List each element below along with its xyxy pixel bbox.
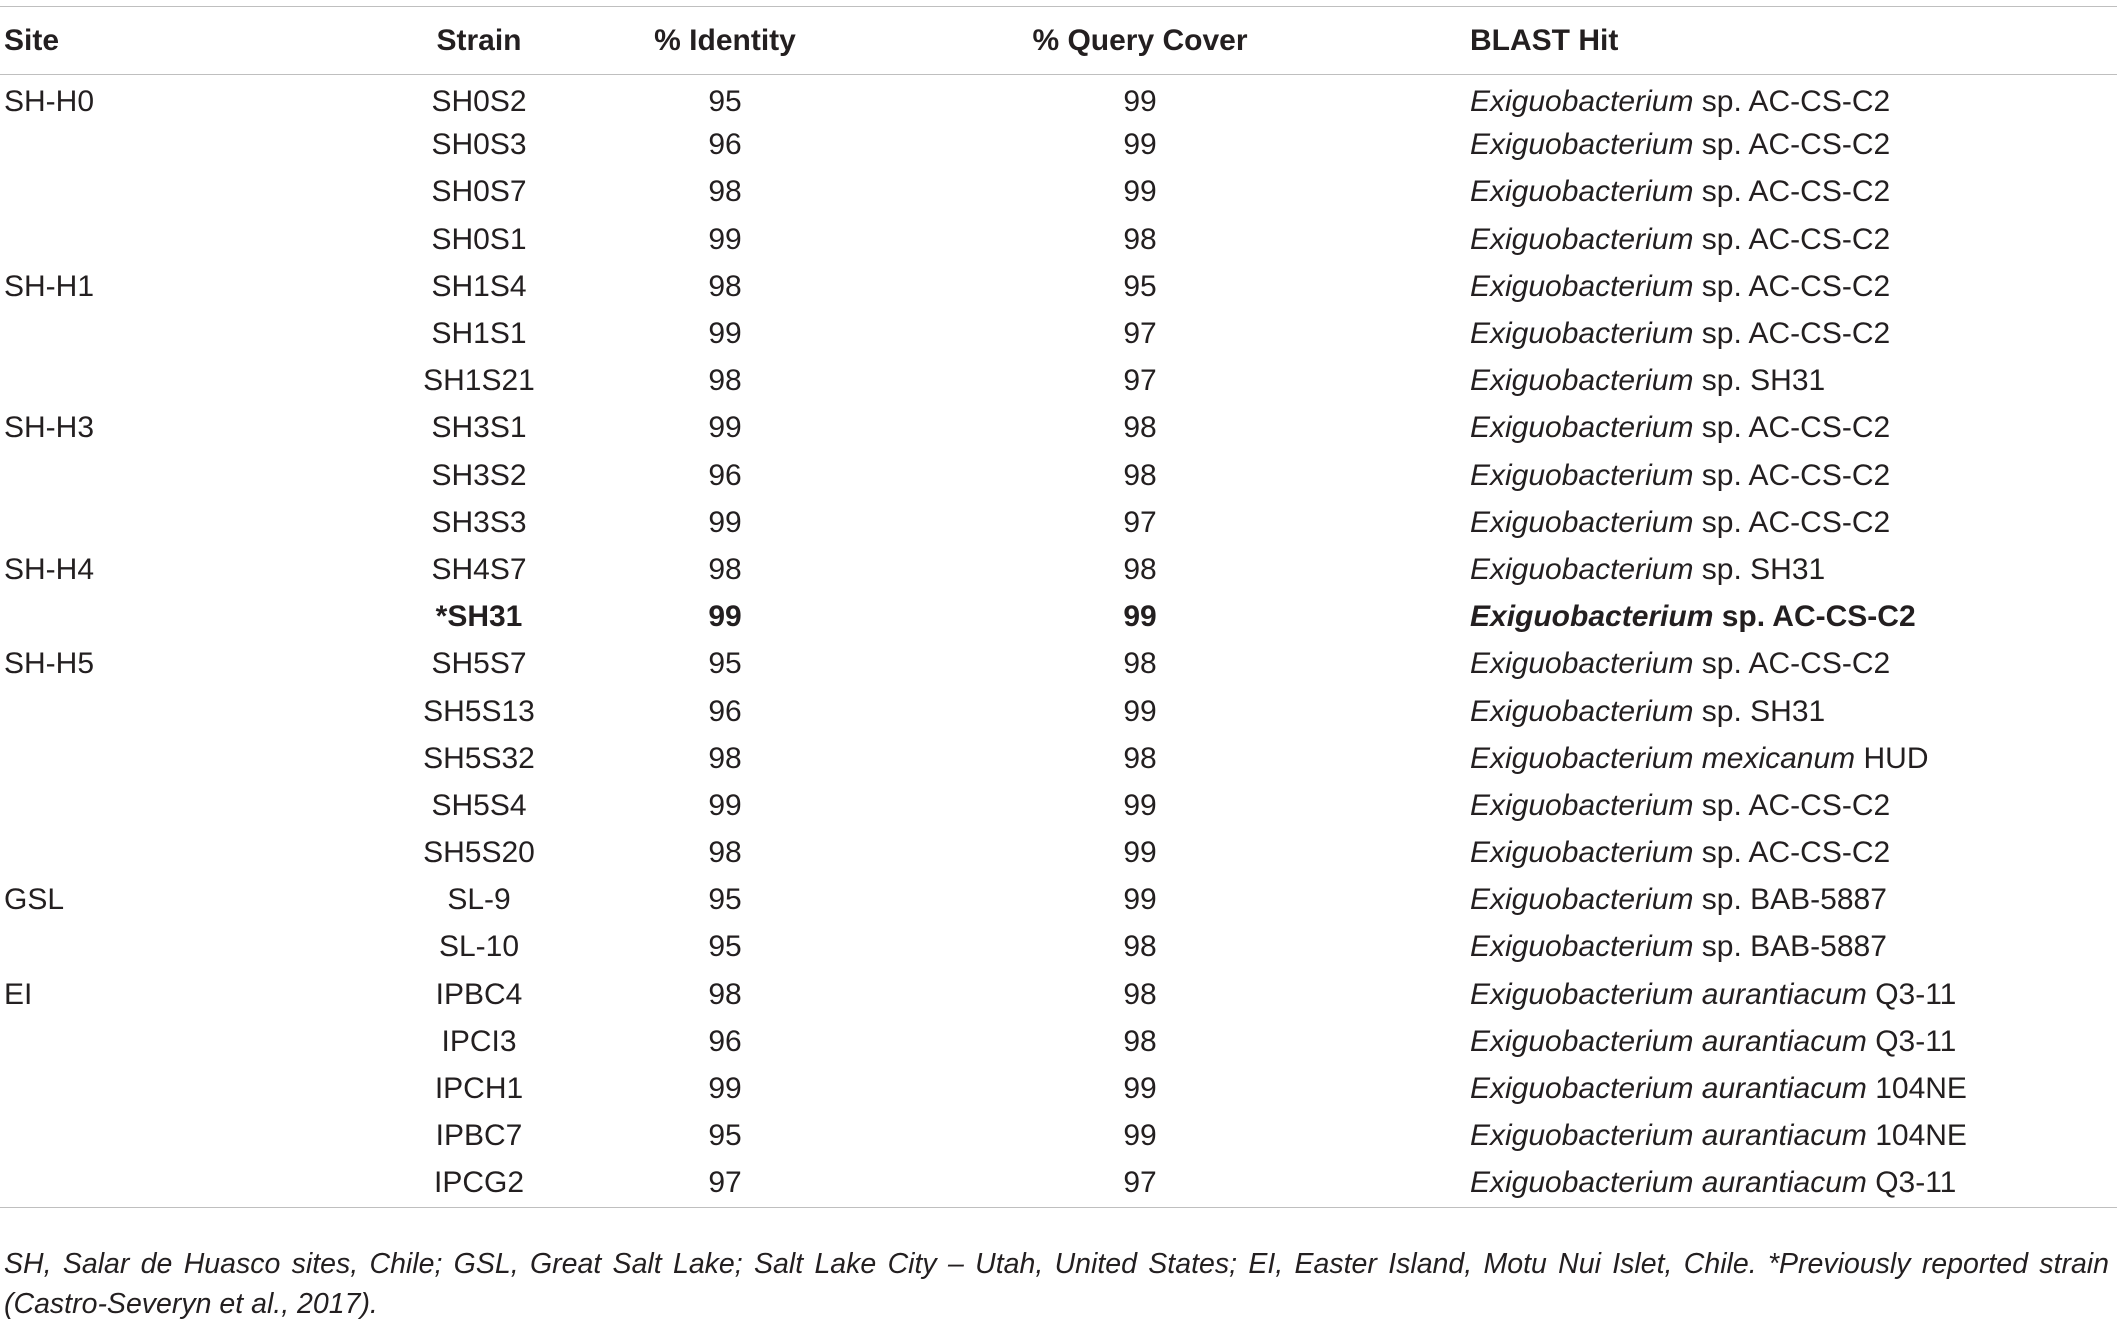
cell-blast-hit [1370,452,2117,499]
cell-strain: SH3S2 [431,458,527,492]
cell-strain: IPBC7 [435,1119,523,1153]
cell-identity: 98 [708,836,742,870]
cell-identity: 97 [540,1160,910,1207]
blast-hit-strain: sp. BAB-5887 [1693,930,1887,964]
cell-site: SH-H3 [4,411,95,445]
cell-site [0,358,300,405]
cell-query-cover: 99 [1123,85,1157,119]
table-footnote [4,1244,2109,1324]
cell-blast-hit [1370,1065,2117,1112]
table-row [0,452,2117,499]
table-row [0,216,2117,263]
cell-identity: 98 [708,364,742,398]
blast-hit-strain: sp. AC-CS-C2 [1693,505,1891,539]
cell-strain: *SH31 [435,600,523,634]
blast-hit-strain: sp. AC-CS-C2 [1693,788,1891,822]
cell-site [0,1160,300,1207]
cell-blast-hit [1370,971,2117,1018]
table-row [0,1160,2117,1207]
cell-query-cover: 99 [1123,1119,1157,1153]
cell-strain: IPCI3 [441,1024,517,1058]
cell-identity: 99 [708,222,742,256]
cell-site [0,688,300,735]
blast-results-table [0,6,2117,1208]
cell-query-cover: 95 [1123,269,1157,303]
cell-blast-hit [1370,499,2117,546]
cell-identity: 99 [708,600,742,634]
cell-site: SH-H1 [4,269,95,303]
cell-strain: SH0S3 [431,128,527,162]
cell-query-cover: 98 [1123,741,1157,775]
table-row [0,122,2117,169]
cell-strain: SH1S1 [431,317,527,351]
cell-query-cover: 97 [910,1160,1370,1207]
blast-hit-genus: Exiguobacterium [1470,175,1694,209]
cell-site [0,1018,300,1065]
cell-identity: 96 [708,694,742,728]
cell-query-cover: 99 [1123,128,1157,162]
cell-site [0,1113,300,1160]
header-site: Site [0,7,300,75]
cell-query-cover: 97 [1123,364,1157,398]
blast-results-table-container [0,6,2117,1208]
cell-strain: SH5S7 [431,647,527,681]
cell-identity: 98 [708,175,742,209]
cell-strain: SH1S4 [431,269,527,303]
cell-blast-hit [1370,1113,2117,1160]
table-row [0,546,2117,593]
cell-blast-hit [1370,1160,2117,1207]
cell-site [0,310,300,357]
header-query-cover: % Query Cover [910,7,1370,75]
cell-blast-hit [1370,75,2117,122]
blast-hit-genus: Exiguobacterium aurantiacum [1470,1024,1867,1058]
blast-hit-genus: Exiguobacterium [1470,883,1694,917]
cell-identity: 98 [708,741,742,775]
blast-hit-strain: sp. AC-CS-C2 [1693,411,1891,445]
cell-blast-hit [1370,594,2117,641]
cell-identity: 99 [708,788,742,822]
cell-blast-hit [1370,216,2117,263]
cell-site [0,1065,300,1112]
cell-blast-hit [1370,263,2117,310]
cell-site [0,735,300,782]
cell-blast-hit [1370,358,2117,405]
blast-hit-strain: sp. AC-CS-C2 [1693,317,1891,351]
table-row [0,1113,2117,1160]
blast-hit-strain: HUD [1855,741,1929,775]
cell-site [0,452,300,499]
cell-site: GSL [4,883,65,917]
cell-site [0,782,300,829]
blast-hit-strain: sp. BAB-5887 [1693,883,1887,917]
cell-site [0,122,300,169]
cell-site: SH-H4 [4,552,95,586]
cell-identity: 95 [708,883,742,917]
table-row [0,310,2117,357]
table-row [0,499,2117,546]
blast-hit-strain: sp. AC-CS-C2 [1693,222,1891,256]
cell-query-cover: 98 [1123,552,1157,586]
cell-strain: SH0S7 [431,175,527,209]
cell-blast-hit [1370,122,2117,169]
cell-query-cover: 99 [1123,600,1157,634]
cell-identity: 95 [708,647,742,681]
cell-strain: SH0S1 [431,222,527,256]
cell-identity: 96 [708,1024,742,1058]
cell-identity: 95 [708,85,742,119]
cell-site: EI [4,977,33,1011]
cell-identity: 98 [708,977,742,1011]
cell-blast-hit [1370,688,2117,735]
blast-hit-genus: Exiguobacterium [1470,222,1694,256]
blast-hit-strain: sp. AC-CS-C2 [1693,458,1891,492]
blast-hit-strain: Q3-11 [1866,977,1957,1011]
cell-query-cover: 99 [1123,836,1157,870]
cell-strain: SH3S1 [431,411,527,445]
cell-blast-hit [1370,782,2117,829]
table-row [0,735,2117,782]
blast-hit-strain: sp. AC-CS-C2 [1713,600,1916,634]
cell-query-cover: 98 [1123,458,1157,492]
table-row [0,877,2117,924]
blast-hit-strain: sp. AC-CS-C2 [1693,647,1891,681]
header-blast-hit: BLAST Hit [1370,7,2117,75]
blast-hit-genus: Exiguobacterium [1470,836,1694,870]
cell-query-cover: 98 [1123,977,1157,1011]
cell-blast-hit [1370,1018,2117,1065]
blast-hit-strain: Q3-11 [1866,1024,1957,1058]
cell-query-cover: 99 [1123,175,1157,209]
cell-identity: 99 [708,1072,742,1106]
cell-identity: 96 [708,128,742,162]
cell-site [0,216,300,263]
cell-identity: 99 [708,317,742,351]
cell-identity: 98 [708,552,742,586]
cell-site [0,594,300,641]
cell-site [0,830,300,877]
blast-hit-strain: 104NE [1866,1119,1967,1153]
cell-strain: IPBC4 [435,977,523,1011]
blast-hit-strain: Q3-11 [1866,1166,1957,1200]
cell-blast-hit [1370,641,2117,688]
blast-hit-genus: Exiguobacterium [1470,552,1694,586]
cell-query-cover: 97 [1123,317,1157,351]
blast-hit-genus: Exiguobacterium [1470,411,1694,445]
blast-hit-genus: Exiguobacterium aurantiacum [1470,1166,1867,1200]
cell-query-cover: 98 [1123,222,1157,256]
cell-site [0,499,300,546]
cell-strain: SL-10 [438,930,520,964]
header-strain: Strain [300,7,540,75]
cell-blast-hit [1370,546,2117,593]
cell-strain: SH5S4 [431,788,527,822]
cell-strain: SH4S7 [431,552,527,586]
table-row [0,75,2117,122]
cell-strain: IPCG2 [300,1160,540,1207]
cell-blast-hit [1370,405,2117,452]
blast-hit-genus: Exiguobacterium aurantiacum [1470,977,1867,1011]
blast-hit-strain: sp. AC-CS-C2 [1693,269,1891,303]
cell-query-cover: 98 [1123,411,1157,445]
blast-hit-strain: sp. SH31 [1693,694,1826,728]
blast-hit-genus: Exiguobacterium [1470,694,1694,728]
table-row [0,263,2117,310]
cell-site: SH-H0 [4,85,95,119]
cell-blast-hit [1370,169,2117,216]
table-row [0,1065,2117,1112]
blast-hit-genus: Exiguobacterium [1470,317,1694,351]
cell-query-cover: 99 [1123,1072,1157,1106]
cell-query-cover: 98 [1123,1024,1157,1058]
blast-hit-strain: sp. SH31 [1693,364,1826,398]
cell-blast-hit [1370,310,2117,357]
blast-hit-genus: Exiguobacterium [1470,930,1694,964]
cell-strain: SH0S2 [431,85,527,119]
blast-hit-strain: sp. AC-CS-C2 [1693,175,1891,209]
cell-query-cover: 97 [1123,505,1157,539]
cell-identity: 95 [708,930,742,964]
footnote-citation-link[interactable]: Castro-Severyn et al., 2017 [13,1288,361,1320]
cell-identity: 98 [708,269,742,303]
blast-hit-genus: Exiguobacterium [1470,647,1694,681]
blast-hit-genus: Exiguobacterium [1470,600,1714,634]
blast-hit-genus: Exiguobacterium [1470,269,1694,303]
cell-strain: SH5S20 [423,836,535,870]
cell-strain: SL-9 [447,883,511,917]
cell-strain: SH3S3 [431,505,527,539]
blast-hit-genus: Exiguobacterium [1470,364,1694,398]
cell-query-cover: 99 [1123,788,1157,822]
table-row [0,782,2117,829]
cell-blast-hit [1370,877,2117,924]
cell-query-cover: 98 [1123,930,1157,964]
cell-strain: SH1S21 [423,364,535,398]
blast-hit-genus: Exiguobacterium aurantiacum [1470,1072,1867,1106]
header-identity: % Identity [540,7,910,75]
table-row [0,641,2117,688]
cell-site [0,924,300,971]
table-row [0,169,2117,216]
blast-hit-genus: Exiguobacterium [1470,128,1694,162]
table-row [0,1018,2117,1065]
table-row [0,688,2117,735]
blast-hit-genus: Exiguobacterium mexicanum [1470,741,1856,775]
blast-hit-genus: Exiguobacterium [1470,505,1694,539]
blast-hit-strain: sp. AC-CS-C2 [1693,836,1891,870]
blast-hit-strain: sp. AC-CS-C2 [1693,85,1891,119]
cell-blast-hit [1370,735,2117,782]
cell-strain: IPCH1 [434,1072,524,1106]
cell-blast-hit [1370,924,2117,971]
blast-hit-genus: Exiguobacterium aurantiacum [1470,1119,1867,1153]
blast-hit-genus: Exiguobacterium [1470,85,1694,119]
cell-identity: 99 [708,411,742,445]
table-header [0,7,2117,75]
cell-blast-hit [1370,830,2117,877]
cell-query-cover: 99 [1123,694,1157,728]
blast-hit-strain: sp. SH31 [1693,552,1826,586]
table-body [0,75,2117,1208]
blast-hit-strain: 104NE [1866,1072,1967,1106]
cell-query-cover: 99 [1123,883,1157,917]
table-row [0,405,2117,452]
header-row [0,7,2117,75]
table-row [0,830,2117,877]
table-row [0,971,2117,1018]
table-row [0,594,2117,641]
cell-strain: SH5S32 [423,741,535,775]
blast-hit-genus: Exiguobacterium [1470,458,1694,492]
blast-hit-genus: Exiguobacterium [1470,788,1694,822]
cell-strain: SH5S13 [423,694,535,728]
table-row [0,924,2117,971]
table-row [0,358,2117,405]
cell-identity: 96 [708,458,742,492]
blast-hit-strain: sp. AC-CS-C2 [1693,128,1891,162]
footnote-text: SH, Salar de Huasco sites, Chile; GSL, Great Salt Lake; Salt Lake City – Utah, United States; EI, Easter Island, Motu Nui Islet, Chile. *Previously reported strain ( [4,1248,2109,1320]
footnote-end: ). [360,1288,378,1320]
cell-identity: 95 [708,1119,742,1153]
cell-site: SH-H5 [4,647,95,681]
cell-site [0,169,300,216]
cell-identity: 99 [708,505,742,539]
cell-query-cover: 98 [1123,647,1157,681]
